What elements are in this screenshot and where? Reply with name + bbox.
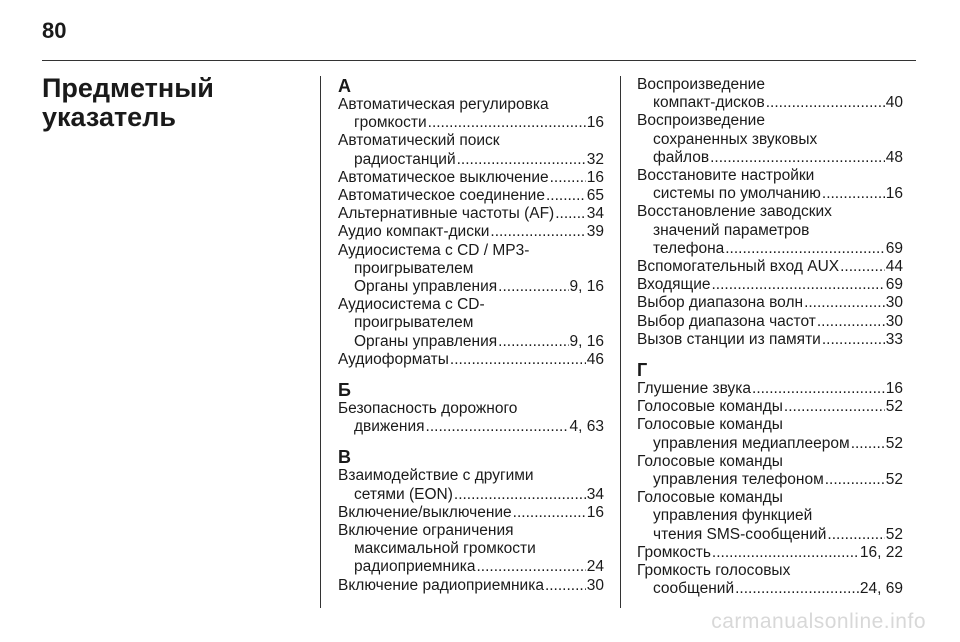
index-entry-text: Автоматическое выключение — [338, 168, 549, 186]
index-entry — [637, 562, 903, 598]
index-page-reference: 30 — [885, 312, 903, 330]
index-entry-text: Восстановите настройки — [637, 167, 815, 185]
index-entry-text: Автоматическое соединение — [338, 187, 545, 205]
index-entry-text: проигрывателем — [354, 314, 474, 332]
index-page-reference: 69 — [885, 276, 903, 294]
dot-leader — [725, 240, 885, 258]
index-entry-text: движения — [354, 418, 425, 436]
index-entry — [338, 132, 604, 168]
index-page-reference: 16 — [885, 185, 903, 203]
dot-leader — [490, 223, 585, 241]
index-page-reference: 9, 16 — [569, 332, 604, 350]
index-entry-text: Взаимодействие с другими — [338, 467, 534, 485]
index-entry-text: Автоматическая регулировка — [338, 96, 549, 113]
index-entry — [338, 467, 604, 503]
index-letter-heading: В — [338, 447, 351, 468]
index-entry-text: Глушение звука — [637, 380, 752, 398]
index-entry — [637, 112, 903, 167]
index-entry-text: Включение ограничения — [338, 522, 514, 540]
index-page-reference: 24 — [586, 558, 604, 576]
index-entry — [637, 167, 903, 203]
dot-leader — [851, 435, 885, 453]
index-entry-text: Входящие — [637, 276, 711, 294]
index-entry-text: громкости — [354, 114, 427, 132]
index-entry — [637, 453, 903, 489]
dot-leader — [712, 276, 885, 294]
index-entry-text: Выбор диапазона волн — [637, 294, 804, 312]
index-page-reference: 30 — [885, 294, 903, 312]
index-entry — [637, 276, 903, 294]
index-entry-text: Воспроизведение — [637, 112, 765, 130]
dot-leader — [555, 205, 586, 223]
dot-leader — [784, 398, 885, 416]
index-column-2 — [637, 76, 903, 598]
index-entry — [637, 544, 903, 562]
index-page-reference: 16 — [885, 380, 903, 398]
index-page-reference: 52 — [885, 434, 903, 452]
dot-leader — [454, 486, 586, 504]
index-title — [42, 74, 302, 132]
watermark: carmanualsonline.info — [711, 610, 926, 633]
dot-leader — [840, 258, 885, 276]
index-entry-text: Включение/выключение — [338, 503, 512, 521]
index-page-reference: 34 — [586, 485, 604, 503]
dot-leader — [426, 418, 569, 436]
index-title-line-2: указатель — [42, 102, 176, 132]
index-entry-text: Голосовые команды — [637, 416, 783, 434]
dot-leader — [752, 380, 885, 398]
dot-leader — [712, 544, 859, 562]
index-entry — [637, 380, 903, 398]
page-number: 80 — [42, 18, 67, 43]
index-page-reference: 52 — [885, 398, 903, 416]
index-entry-text: Альтернативные частоты (AF) — [338, 205, 555, 223]
index-entry-text: Органы управления — [354, 278, 498, 296]
dot-leader — [513, 504, 586, 522]
index-page-reference: 30 — [586, 576, 604, 594]
index-page-reference: 46 — [586, 350, 604, 368]
dot-leader — [804, 294, 885, 312]
index-entry — [637, 313, 903, 331]
dot-leader — [827, 526, 884, 544]
index-entry — [338, 96, 604, 132]
dot-leader — [545, 577, 586, 595]
index-page-reference: 4, 63 — [569, 418, 604, 436]
index-entry-text: управления телефоном — [653, 471, 824, 489]
index-entry-text: Вызов станции из памяти — [637, 330, 821, 348]
index-entry-text: радиоприемника — [354, 558, 476, 576]
index-page-reference: 16, 22 — [859, 543, 903, 561]
index-page-reference: 34 — [586, 205, 604, 223]
index-entry-text: Включение радиоприемника — [338, 576, 544, 594]
index-page-reference: 16 — [586, 503, 604, 521]
index-page-reference: 44 — [885, 258, 903, 276]
dot-leader — [822, 185, 885, 203]
index-entry-text: Воспроизведение — [637, 76, 765, 93]
index-entry-text: компакт-дисков — [653, 94, 765, 112]
index-page-reference: 16 — [586, 168, 604, 186]
dot-leader — [546, 187, 586, 205]
index-page-reference: 32 — [586, 150, 604, 168]
index-page-reference: 52 — [885, 471, 903, 489]
index-entry — [637, 76, 903, 112]
index-page-reference: 9, 16 — [569, 278, 604, 296]
index-entry — [637, 294, 903, 312]
index-entry — [338, 296, 604, 351]
index-entry-text: Восстановление заводских — [637, 203, 832, 221]
dot-leader — [476, 558, 585, 576]
index-page-reference: 16 — [586, 114, 604, 132]
index-page-reference: 40 — [885, 94, 903, 112]
index-entry-text: максимальной громкости — [354, 540, 536, 558]
index-page-reference: 65 — [586, 187, 604, 205]
index-column-1 — [338, 76, 604, 595]
index-entry — [338, 522, 604, 577]
index-entry-text: управления медиаплеером — [653, 434, 850, 452]
index-entry-text: телефона — [653, 239, 725, 257]
dot-leader — [498, 278, 568, 296]
index-entry — [338, 504, 604, 522]
index-entry-text: значений параметров — [653, 221, 810, 239]
index-entry — [338, 205, 604, 223]
dot-leader — [822, 331, 885, 349]
dot-leader — [550, 169, 586, 187]
dot-leader — [498, 333, 568, 351]
index-entry-text: Вспомогательный вход AUX — [637, 258, 840, 276]
index-entry-text: Голосовые команды — [637, 398, 783, 416]
index-entry-text: Аудиосистема с CD- — [338, 296, 485, 314]
index-entry — [338, 169, 604, 187]
index-entry — [338, 400, 604, 436]
index-entry-text: сохраненных звуковых — [653, 130, 818, 148]
index-page-reference: 33 — [885, 330, 903, 348]
dot-leader — [457, 151, 586, 169]
index-entry-text: радиостанций — [354, 150, 456, 168]
column-divider-2 — [620, 76, 621, 608]
index-entry — [637, 203, 903, 258]
index-entry-text: Громкость — [637, 543, 711, 561]
index-page-reference: 39 — [586, 223, 604, 241]
index-letter-heading: Б — [338, 380, 351, 401]
index-entry-text: Аудиосистема с CD / MP3- — [338, 241, 530, 259]
dot-leader — [735, 580, 859, 598]
header-rule — [42, 60, 916, 61]
dot-leader — [825, 471, 885, 489]
dot-leader — [428, 114, 586, 132]
index-entry-text: файлов — [653, 148, 710, 166]
index-page-reference: 69 — [885, 239, 903, 257]
index-page-reference: 24, 69 — [859, 580, 903, 598]
index-entry-text: системы по умолчанию — [653, 185, 821, 203]
index-entry — [338, 351, 604, 369]
index-entry-text: Аудиоформаты — [338, 350, 449, 368]
index-entry — [637, 331, 903, 349]
index-title-line-1: Предметный — [42, 73, 214, 103]
index-entry — [338, 223, 604, 241]
index-entry-text: проигрывателем — [354, 259, 474, 277]
index-entry-text: Безопасность дорожного — [338, 400, 518, 418]
index-entry-text: Выбор диапазона частот — [637, 312, 816, 330]
index-entry-text: Громкость голосовых — [637, 562, 791, 580]
index-entry-text: Аудио компакт-диски — [338, 223, 490, 241]
index-page-reference: 48 — [885, 148, 903, 166]
index-entry — [338, 187, 604, 205]
index-letter-heading: Г — [637, 360, 648, 381]
index-entry-text: сообщений — [653, 580, 735, 598]
index-entry-text: Органы управления — [354, 332, 498, 350]
index-entry-text: чтения SMS-сообщений — [653, 525, 827, 543]
index-entry — [637, 398, 903, 416]
index-entry — [338, 242, 604, 297]
dot-leader — [766, 94, 885, 112]
index-entry-text: сетями (EON) — [354, 485, 453, 503]
index-entry — [338, 577, 604, 595]
index-page-reference: 52 — [885, 525, 903, 543]
index-entry-text: Голосовые команды — [637, 489, 783, 507]
index-entry — [637, 489, 903, 544]
dot-leader — [450, 351, 586, 369]
dot-leader — [817, 313, 885, 331]
dot-leader — [710, 149, 885, 167]
column-divider-1 — [320, 76, 321, 608]
index-entry-text: Автоматический поиск — [338, 132, 500, 150]
index-entry-text: управления функцией — [653, 507, 813, 525]
index-entry-text: Голосовые команды — [637, 452, 783, 470]
index-entry — [637, 258, 903, 276]
index-letter-heading: А — [338, 76, 351, 96]
index-entry — [637, 416, 903, 452]
